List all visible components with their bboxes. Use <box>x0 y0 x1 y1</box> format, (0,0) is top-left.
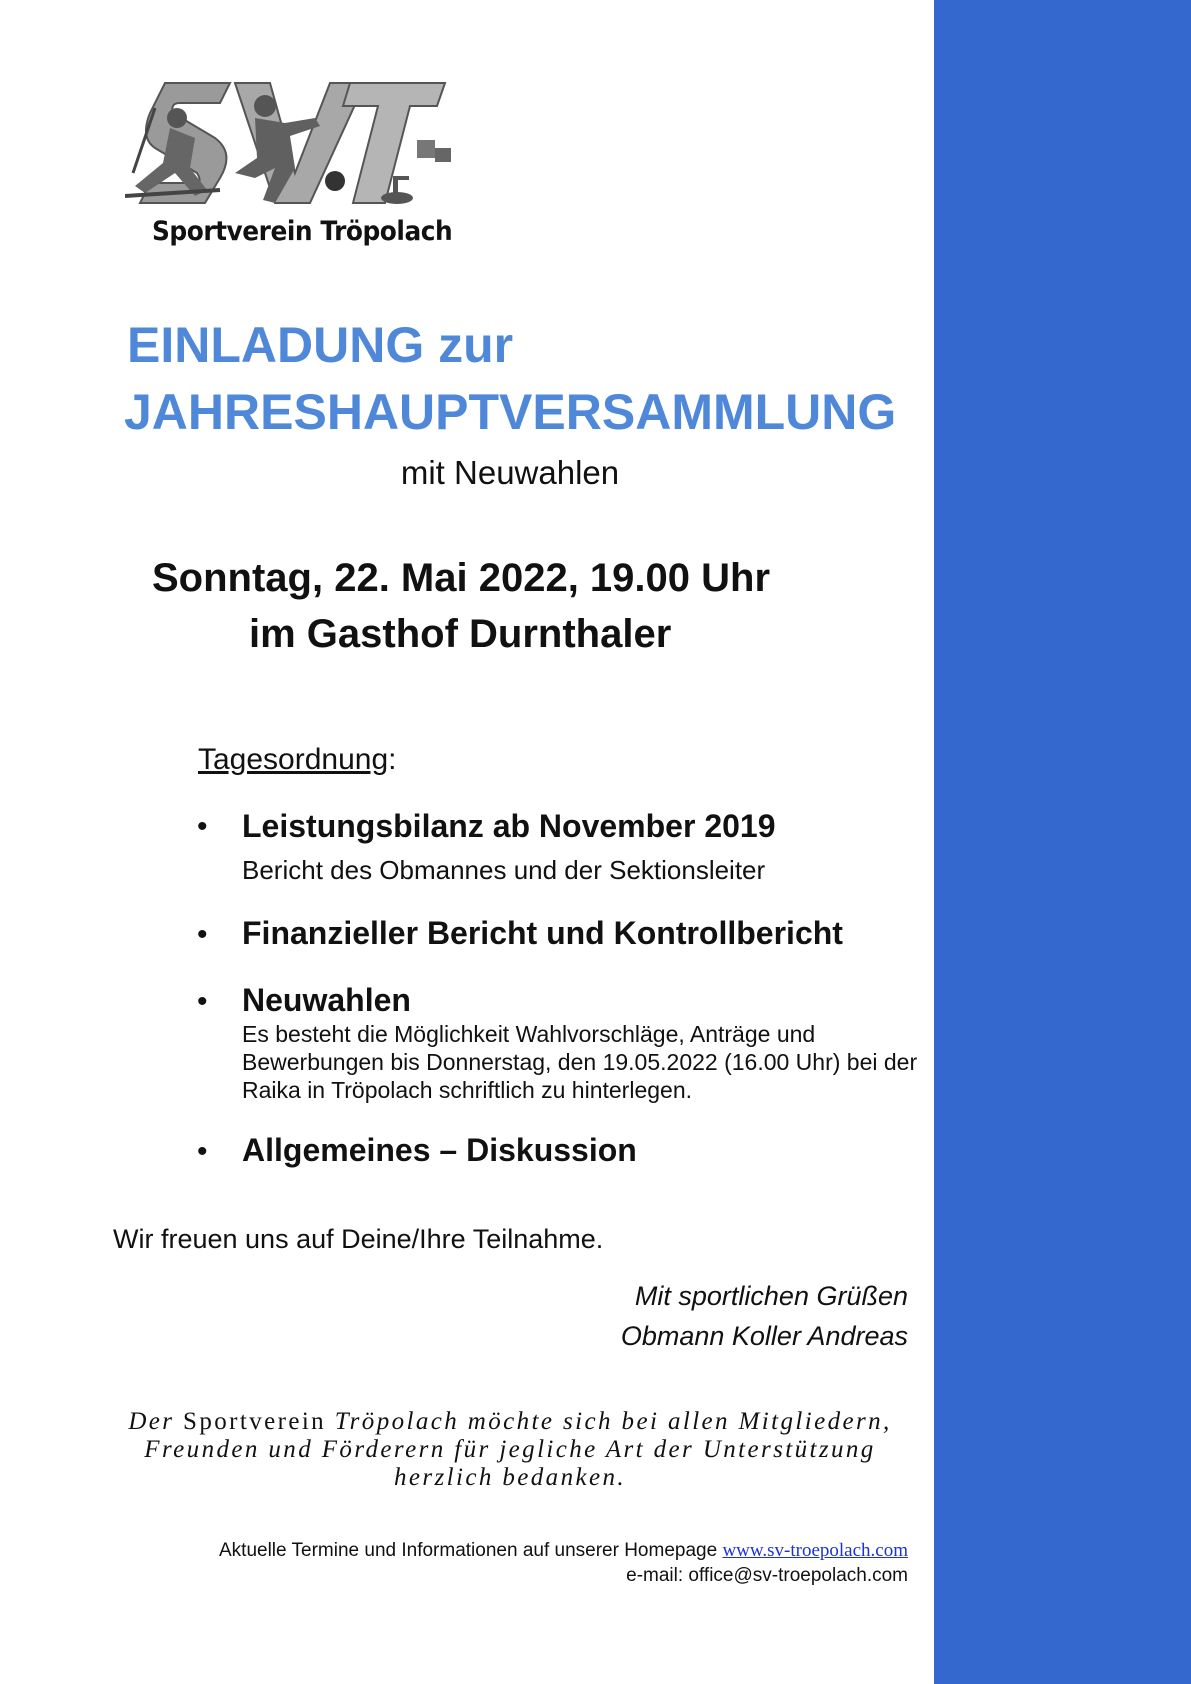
event-date: Sonntag, 22. Mai 2022, 19.00 Uhr <box>152 556 771 600</box>
agenda-item-title: Finanzieller Bericht und Kontrollbericht <box>242 915 843 951</box>
agenda-item-title: Leistungsbilanz ab November 2019 <box>242 808 776 844</box>
agenda-item-title: Allgemeines – Diskussion <box>242 1132 637 1168</box>
side-color-band <box>934 0 1191 1684</box>
homepage-link[interactable]: www.sv-troepolach.com <box>722 1540 908 1561</box>
bullet-icon: • <box>197 1135 208 1168</box>
agenda-item-title: Neuwahlen <box>242 982 411 1018</box>
footer-email: e-mail: office@sv-troepolach.com <box>626 1565 908 1586</box>
closing-part-3: Tröpolach möchte sich bei allen Mitgliedern, Freunden und Förderern für jegliche Art der Unterstützung herzlich bedanken. <box>144 1408 892 1491</box>
agenda-item-note: Es besteht die Möglichkeit Wahlvorschläge, Anträge und Bewerbungen bis Donnerstag, den 19.05.2022 (16.00 Uhr) bei der Raika in Tröpolach schriftlich zu hinterlegen. <box>242 1021 918 1103</box>
agenda-item-sub: Bericht des Obmannes und der Sektionsleiter <box>242 855 766 885</box>
event-venue: im Gasthof Durnthaler <box>249 612 672 656</box>
bullet-icon: • <box>197 918 208 951</box>
agenda-heading <box>198 743 397 777</box>
title-line-2: JAHRESHAUPTVERSAMMLUNG <box>124 384 897 440</box>
closing-part-2: Sportverein <box>183 1408 327 1435</box>
title-line-1: EINLADUNG zur <box>127 317 514 373</box>
closing-part-1: Der <box>128 1408 184 1435</box>
agenda-heading-colon: : <box>388 743 397 776</box>
logo-caption: Sportverein Tröpolach <box>152 216 453 247</box>
bullet-icon: • <box>197 985 208 1018</box>
greeting-line-1: Mit sportlichen Grüßen <box>634 1281 908 1311</box>
bullet-icon: • <box>197 810 208 843</box>
footer-info <box>219 1540 908 1562</box>
agenda-heading-text: Tagesordnung <box>198 743 389 776</box>
thanks-text: Wir freuen uns auf Deine/Ihre Teilnahme. <box>113 1224 604 1254</box>
closing-paragraph <box>110 1408 910 1492</box>
greeting-line-2: Obmann Koller Andreas <box>620 1321 908 1351</box>
footer-info-text: Aktuelle Termine und Informationen auf unserer Homepage <box>219 1540 723 1561</box>
subtitle: mit Neuwahlen <box>400 454 620 491</box>
